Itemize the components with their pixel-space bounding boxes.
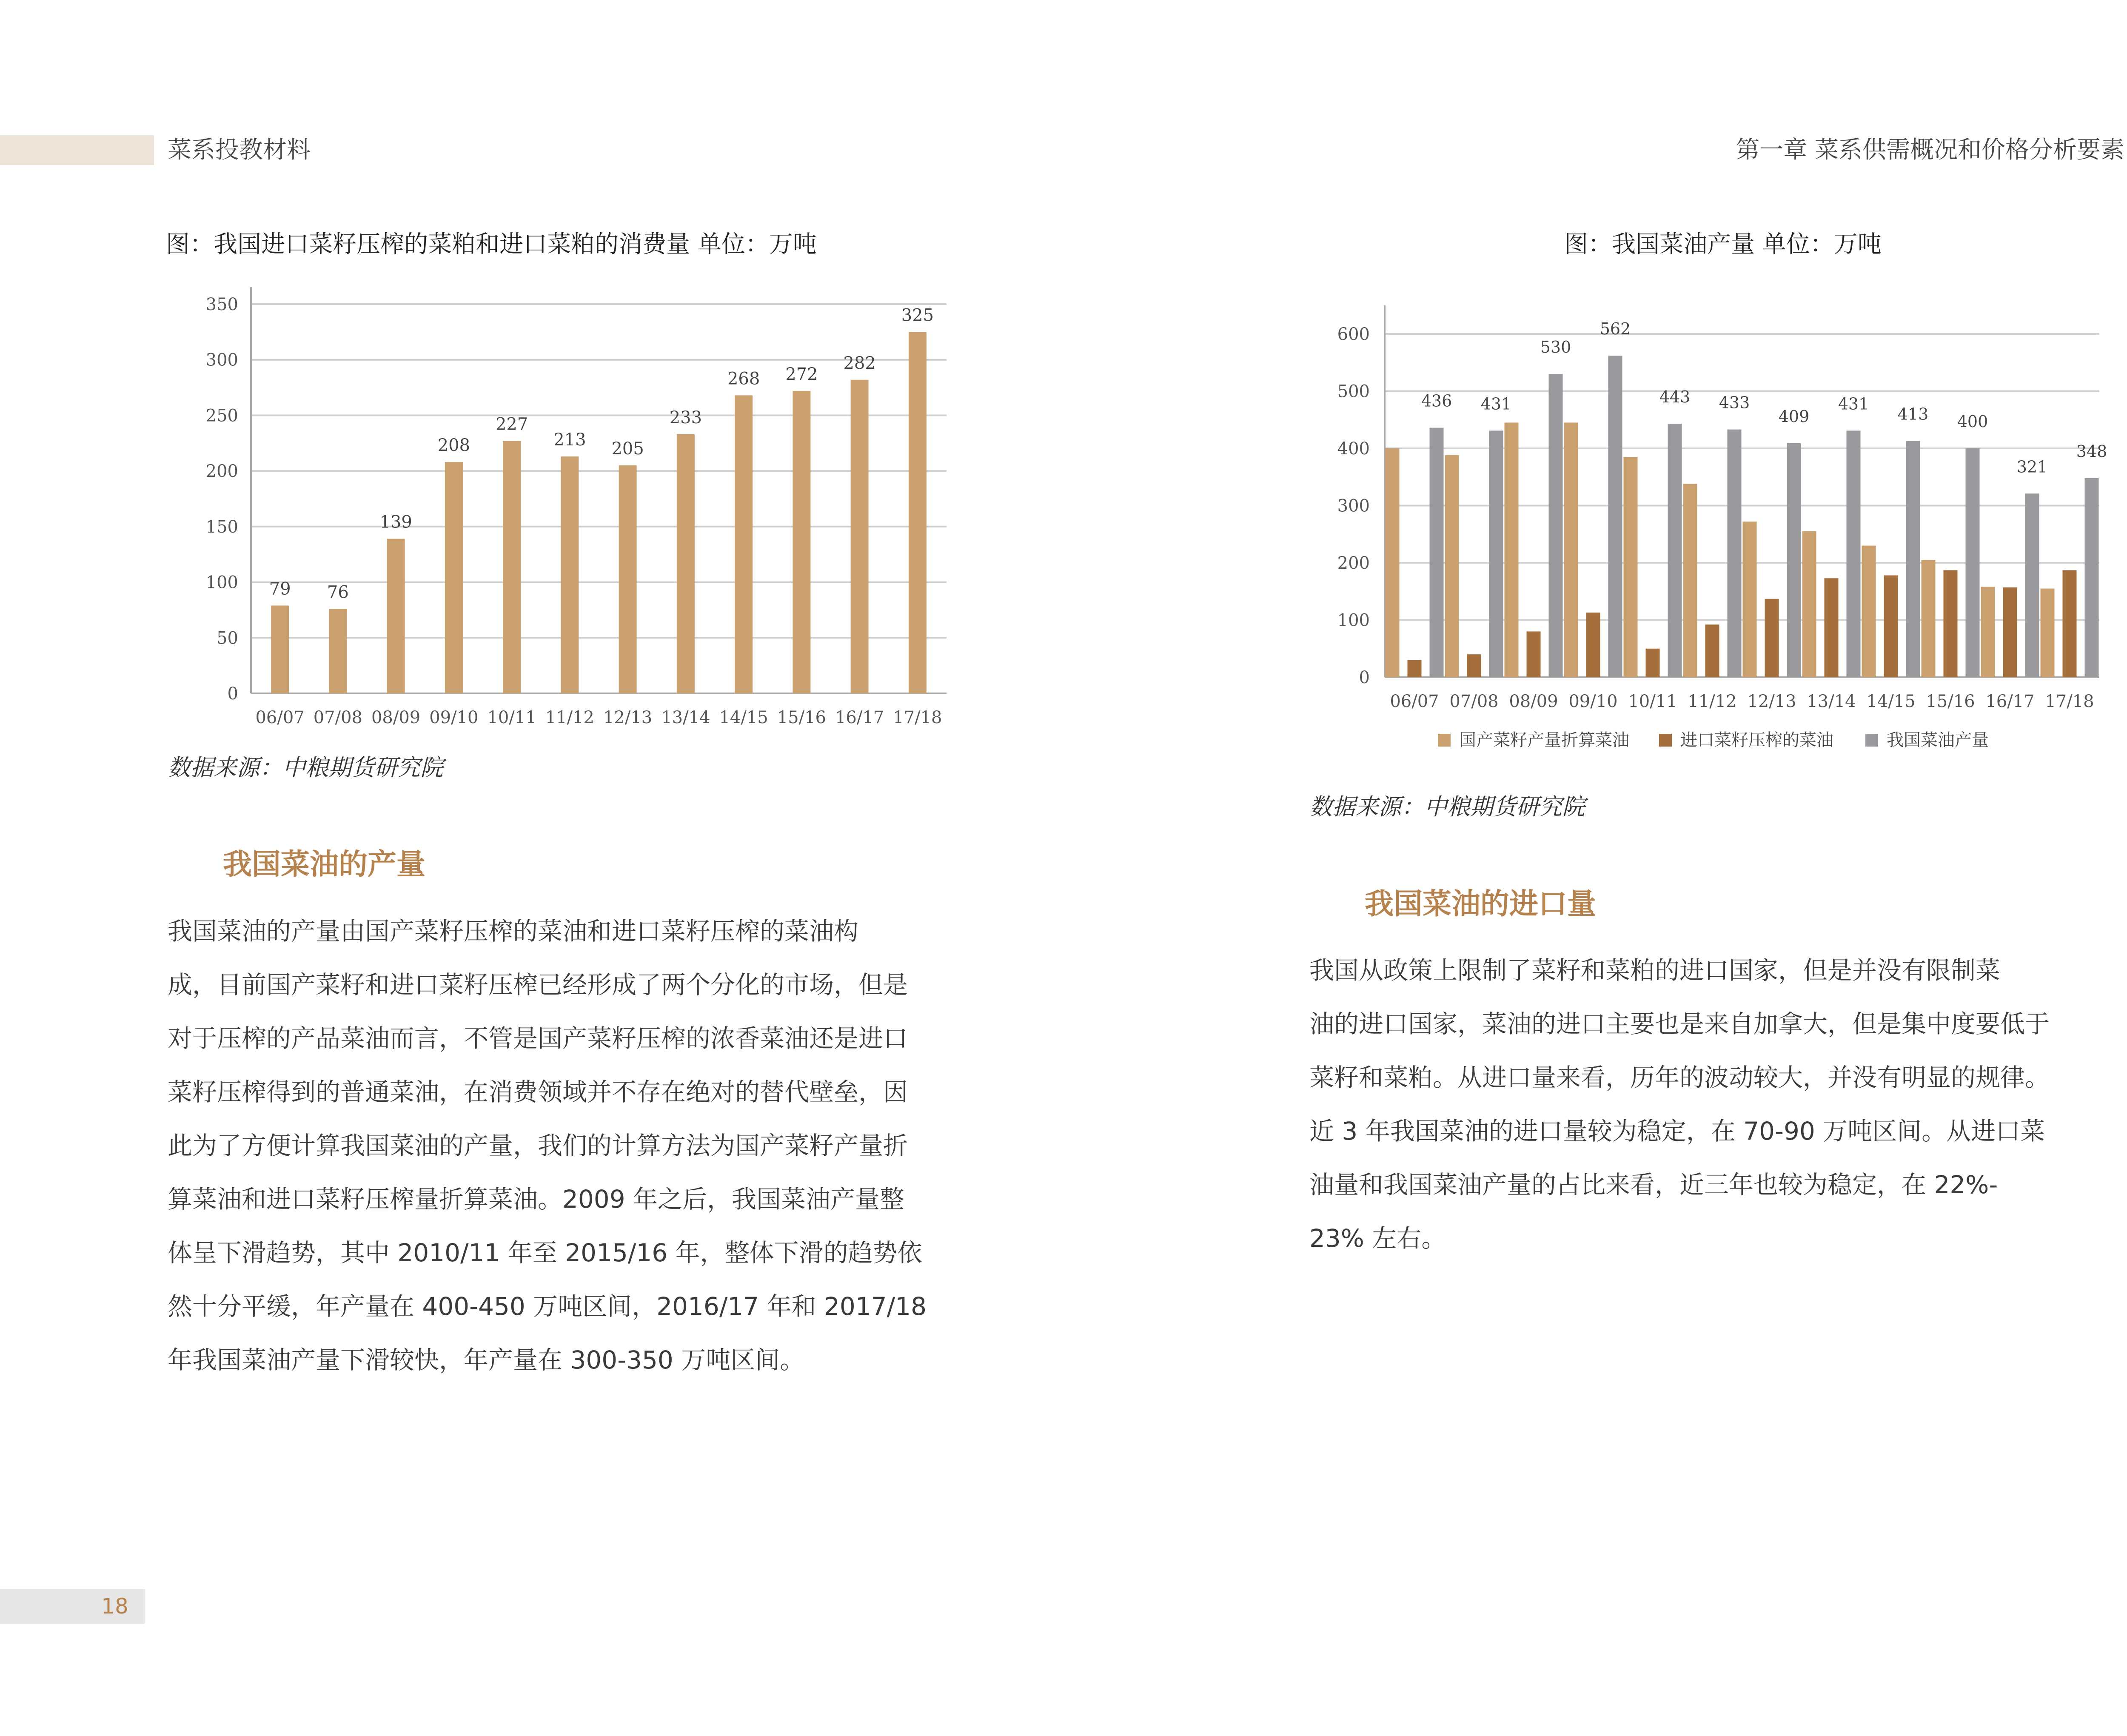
bar-data-label: 272 [785, 364, 818, 384]
bar-data-label: 413 [1897, 405, 1929, 424]
bar-series-1 [1922, 560, 1936, 677]
paragraph-line: 油量和我国菜油产量的占比来看，近三年也较为稳定，在 22%- [1309, 1170, 1998, 1199]
y-tick-label: 500 [1337, 382, 1370, 402]
x-tick-label: 13/14 [661, 708, 710, 727]
bar-series-3 [1549, 374, 1563, 677]
y-tick-label: 400 [1337, 439, 1370, 459]
y-tick-label: 350 [205, 295, 238, 314]
x-tick-label: 15/16 [1926, 692, 1975, 711]
y-tick-label: 0 [227, 684, 238, 704]
legend-swatch [1659, 734, 1672, 747]
bar-series-1 [1564, 422, 1578, 677]
right-section-title: 我国菜油的进口量 [1365, 887, 1597, 921]
bar-series-2 [2003, 587, 2017, 677]
bar-data-label: 443 [1659, 388, 1691, 407]
y-tick-label: 100 [205, 573, 238, 593]
x-tick-label: 17/18 [2045, 692, 2094, 711]
paragraph-line: 年我国菜油产量下滑较快，年产量在 300-350 万吨区间。 [168, 1345, 805, 1374]
x-tick-label: 17/18 [893, 708, 942, 727]
bar-series-3 [1489, 430, 1503, 677]
bar-data-label: 562 [1600, 319, 1631, 339]
bar-series-1 [1624, 457, 1638, 677]
left-data-source: 数据来源：中粮期货研究院 [168, 754, 443, 781]
paragraph-line: 算菜油和进口菜籽压榨量折算菜油。2009 年之后，我国菜油产量整 [168, 1185, 905, 1214]
x-tick-label: 10/11 [487, 708, 536, 727]
left-page-number: 18 [101, 1594, 128, 1619]
bar-series-1 [1505, 422, 1519, 677]
paragraph-line: 体呈下滑趋势，其中 2010/11 年至 2015/16 年，整体下滑的趋势依 [168, 1238, 922, 1267]
bar-series-1 [1743, 522, 1757, 677]
right-figure-title: 图：我国菜油产量 单位：万吨 [1564, 231, 1882, 258]
x-tick-label: 12/13 [1747, 692, 1796, 711]
x-tick-label: 07/08 [313, 708, 363, 727]
bar-data-label: 321 [2016, 457, 2048, 476]
legend-swatch [1865, 734, 1878, 747]
bar-series-3 [1668, 424, 1682, 677]
bar-series-2 [1527, 631, 1541, 677]
bar-data-label: 208 [437, 436, 470, 456]
legend-label: 国产菜籽产量折算菜油 [1459, 730, 1629, 750]
bar-data-label: 431 [1838, 394, 1869, 413]
x-tick-label: 08/09 [371, 708, 421, 727]
bar-data-label: 268 [727, 369, 760, 389]
x-tick-label: 09/10 [1568, 692, 1618, 711]
bar-series-3 [2085, 478, 2099, 677]
bar-series-3 [1430, 428, 1444, 677]
bar-series-1 [2041, 589, 2055, 677]
bar-data-label: 79 [269, 579, 291, 599]
right-data-source: 数据来源：中粮期货研究院 [1309, 793, 1585, 820]
paragraph-line: 对于压榨的产品菜油而言，不管是国产菜籽压榨的浓香菜油还是进口 [168, 1024, 908, 1053]
x-tick-label: 16/17 [1985, 692, 2035, 711]
bar-series-3 [1966, 448, 1980, 677]
x-tick-label: 09/10 [429, 708, 479, 727]
bar-data-label: 431 [1480, 394, 1512, 413]
bar-series-2 [1408, 660, 1422, 677]
bar-data-label: 433 [1719, 393, 1750, 412]
bar-series-3 [1906, 441, 1920, 677]
right-paragraph [1309, 944, 2050, 1265]
bar-series-3 [1608, 356, 1622, 677]
bar-series-2 [1586, 613, 1600, 677]
bar-series-1 [1683, 484, 1697, 677]
y-tick-label: 250 [205, 406, 238, 426]
y-tick-label: 300 [1337, 496, 1370, 516]
x-tick-label: 11/12 [1688, 692, 1737, 711]
bar-series-2 [1884, 576, 1898, 677]
bar-series-2 [1705, 624, 1719, 677]
x-tick-label: 06/07 [255, 708, 305, 727]
bar-series-2 [1765, 599, 1779, 677]
bar-series-3 [1847, 430, 1861, 677]
y-tick-label: 200 [1337, 553, 1370, 573]
bar-series-2 [1944, 570, 1958, 677]
y-tick-label: 100 [1337, 610, 1370, 630]
x-tick-label: 12/13 [603, 708, 653, 727]
y-tick-label: 50 [217, 628, 238, 648]
x-tick-label: 13/14 [1807, 692, 1856, 711]
bar-series-2 [1467, 654, 1481, 677]
bar-series-1 [1445, 455, 1459, 677]
y-tick-label: 300 [205, 350, 238, 370]
bar-data-label: 213 [553, 430, 586, 450]
left-section-title: 我国菜油的产量 [223, 848, 426, 881]
x-tick-label: 14/15 [1866, 692, 1916, 711]
bar-data-label: 325 [901, 305, 934, 325]
legend-swatch [1438, 734, 1451, 747]
y-tick-label: 150 [205, 517, 238, 537]
bar-series-3 [2025, 493, 2039, 677]
bar-data-label: 409 [1778, 407, 1810, 426]
paragraph-line: 我国菜油的产量由国产菜籽压榨的菜油和进口菜籽压榨的菜油构 [168, 917, 859, 946]
bar-data-label: 139 [379, 512, 412, 532]
bar-data-label: 282 [843, 353, 876, 373]
left-figure-title: 图：我国进口菜籽压榨的菜粕和进口菜粕的消费量 单位：万吨 [166, 231, 817, 258]
bar-series-1 [1386, 448, 1400, 677]
bar-data-label: 348 [2076, 442, 2107, 461]
bar-series-2 [1646, 649, 1660, 677]
x-tick-label: 06/07 [1390, 692, 1439, 711]
bar-data-label: 205 [611, 439, 644, 459]
bar-series-2 [2063, 570, 2077, 677]
bar-data-label: 227 [495, 414, 528, 434]
bar-series-1 [1981, 587, 1995, 677]
y-tick-label: 200 [205, 462, 238, 482]
bar-series-3 [1728, 430, 1742, 677]
bar-series-3 [1787, 443, 1801, 677]
x-tick-label: 07/08 [1449, 692, 1499, 711]
paragraph-line: 油的进口国家，菜油的进口主要也是来自加拿大，但是集中度要低于 [1309, 1009, 2050, 1038]
paragraph-line: 此为了方便计算我国菜油的产量，我们的计算方法为国产菜籽产量折 [168, 1131, 908, 1160]
x-tick-label: 15/16 [777, 708, 827, 727]
paragraph-line: 然十分平缓，年产量在 400-450 万吨区间，2016/17 年和 2017/18 [168, 1292, 927, 1321]
legend-label: 进口菜籽压榨的菜油 [1680, 730, 1833, 750]
x-tick-label: 08/09 [1509, 692, 1558, 711]
paragraph-line: 23% 左右。 [1309, 1224, 1446, 1253]
bar-series-1 [1862, 546, 1876, 677]
bar-data-label: 76 [327, 582, 349, 602]
bar-series-2 [1825, 578, 1839, 677]
header-left-title: 菜系投教材料 [168, 136, 311, 164]
paragraph-line: 菜籽和菜粕。从进口量来看，历年的波动较大，并没有明显的规律。 [1309, 1063, 2050, 1092]
paragraph-line: 成，目前国产菜籽和进口菜籽压榨已经形成了两个分化的市场，但是 [168, 970, 908, 999]
bar-data-label: 233 [669, 408, 702, 428]
y-tick-label: 0 [1359, 668, 1370, 687]
header-right-title: 第一章 菜系供需概况和价格分析要素 [1736, 136, 2124, 164]
bar-data-label: 400 [1957, 412, 1988, 431]
x-tick-label: 11/12 [545, 708, 595, 727]
x-tick-label: 10/11 [1628, 692, 1677, 711]
legend-label: 我国菜油产量 [1887, 730, 1989, 750]
bar-data-label: 436 [1421, 391, 1452, 410]
y-tick-label: 600 [1337, 325, 1370, 344]
x-tick-label: 16/17 [835, 708, 884, 727]
paragraph-line: 菜籽压榨得到的普通菜油，在消费领域并不存在绝对的替代壁垒，因 [168, 1078, 908, 1106]
paragraph-line: 近 3 年我国菜油的进口量较为稳定，在 70-90 万吨区间。从进口菜 [1309, 1117, 2045, 1146]
paragraph-line: 我国从政策上限制了菜籽和菜粕的进口国家，但是并没有限制菜 [1309, 956, 2001, 985]
bar-data-label: 530 [1540, 338, 1571, 357]
x-tick-label: 14/15 [719, 708, 768, 727]
bar-series-1 [1802, 531, 1816, 677]
